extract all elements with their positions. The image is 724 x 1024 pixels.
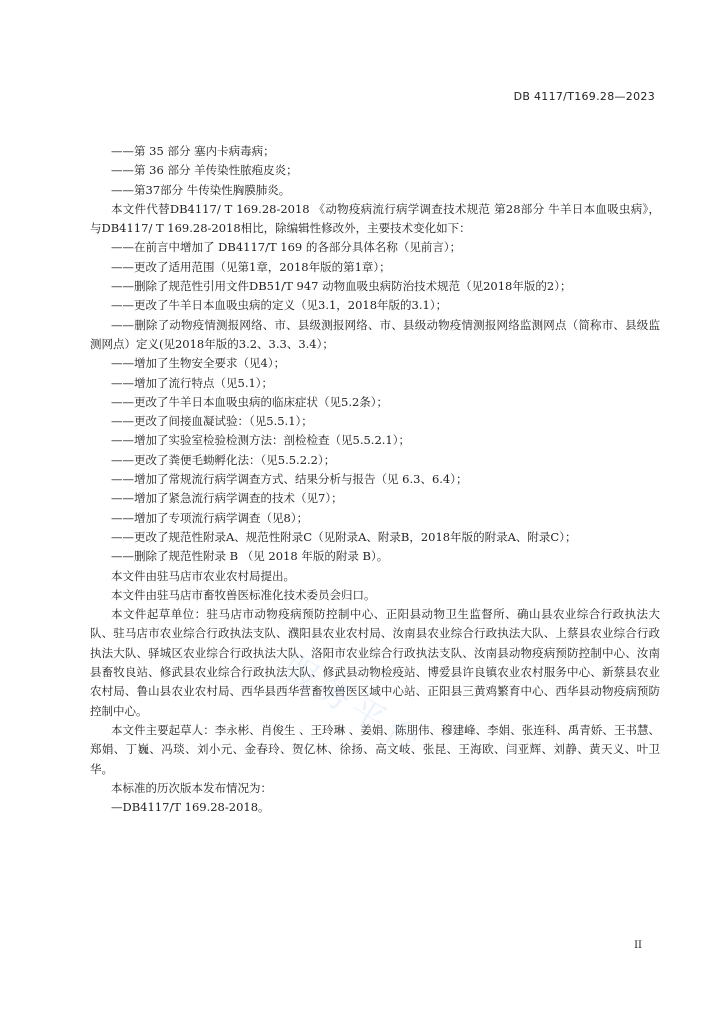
list-item: ——删除了规范性附录 B （见 2018 年版的附录 B）。 [111, 549, 389, 564]
list-item: ——增加了专项流行病学调查（见8）； [111, 510, 309, 525]
paragraph: 本文件由驻马店市畜牧兽医标准化技术委员会归口。 [111, 587, 376, 602]
list-item: ——第37部分 牛传染性胸膜肺炎。 [111, 182, 291, 197]
watermark: 服务平台 [274, 646, 432, 766]
list-item: ——更改了牛羊日本血吸虫病的临床症状（见5.2条）； [111, 394, 389, 409]
paragraph: 本文件起草单位：驻马店市动物疫病预防控制中心、正阳县动物卫生监督所、确山县农业综合行政执法大队、驻马店市农业综合行政执法支队、濮阳县农业农村局、汝南县农业综合行政执法大队、上蔡县农业综合行政执法大队、驿城区农业综合行政执法大队、洛阳市农业综合行政执法支队、汝南县动物疫病预防控制中心、汝南县畜牧良站、修武县农业综合行政执法大队、修武县动物检疫站、博爱县许良镇农业农村服务中心、新蔡县农业农村局、鲁山县农业农村局、西华县西华营畜牧兽医区域中心站、正阳县三黄鸡繁育中心、西华县动物疫病预防控制中心。 [90, 607, 660, 718]
list-item: ——增加了生物安全要求（见4）； [111, 356, 286, 371]
list-item: ——更改了间接血凝试验：（见5.5.1）； [111, 414, 313, 429]
list-item: ——第 35 部分 塞内卡病毒病； [111, 144, 275, 158]
list-item: ——增加了实验室检验检测方法：剖检检查（见5.5.2.1）； [111, 433, 410, 448]
list-item: ——第 36 部分 羊传染性脓疱皮炎； [111, 163, 298, 178]
paragraph: ——删除了动物疫情测报网络、市、县级测报网络、市、县级动物疫情测报网络监测网点（简称市、县级监测网点）定义(见2018年版的3.2、3.3、3.4）； [90, 317, 660, 351]
list-item: ——在前言中增加了 DB4117/T 169 的各部分具体名称（见前言）； [111, 240, 462, 255]
list-item: ——删除了规范性引用文件DB51/T 947 动物血吸虫病防治技术规范（见2018年版的2）； [111, 279, 572, 294]
page-number: II [634, 940, 642, 951]
list-item: ——更改了适用范围（见第1章，2018年版的第1章）； [111, 259, 391, 274]
foreword-body [90, 142, 660, 817]
list-item: —DB4117/T 169.28-2018。 [111, 800, 270, 815]
paragraph: 本标准的历次版本发布情况为： [111, 780, 272, 795]
list-item: ——增加了常规流行病学调查方式、结果分析与报告（见 6.3、6.4）； [111, 472, 468, 487]
list-item: ——增加了流行特点（见5.1）； [111, 375, 274, 390]
paragraph: 本文件由驻马店市农业农村局提出。 [111, 568, 295, 583]
list-item: ——更改了规范性附录A、规范性附录C（见附录A、附录B，2018年版的附录A、附录C）； [111, 529, 577, 544]
paragraph: 本文件代替DB4117/ T 169.28-2018 《动物疫病流行病学调查技术规范 第28部分 牛羊日本血吸虫病》，与DB4117/ T 169.28-2018相比，除编辑性修改外，主要技术变化如下： [90, 201, 660, 236]
paragraph: 本文件主要起草人：李永彬、肖俊生 、王玲琳 、姜娟、陈朋伟、穆建峰、李娟、张连科、禹青娇、王书慧、郑娟、丁巍、冯琰、刘小元、金春玲、贺亿林、徐扬、高文岐、张昆、王海欧、闫亚辉、刘静、黄天义、叶卫华。 [90, 722, 660, 776]
list-item: ——增加了紧急流行病学调查的技术（见7）； [111, 491, 343, 506]
list-item: ——更改了牛羊日本血吸虫病的定义（见3.1，2018年版的3.1）； [111, 298, 448, 313]
list-item: ——更改了粪便毛蚴孵化法：（见5.5.2.2）； [111, 452, 336, 467]
document-id-header: DB 4117/T169.28—2023 [513, 90, 655, 103]
